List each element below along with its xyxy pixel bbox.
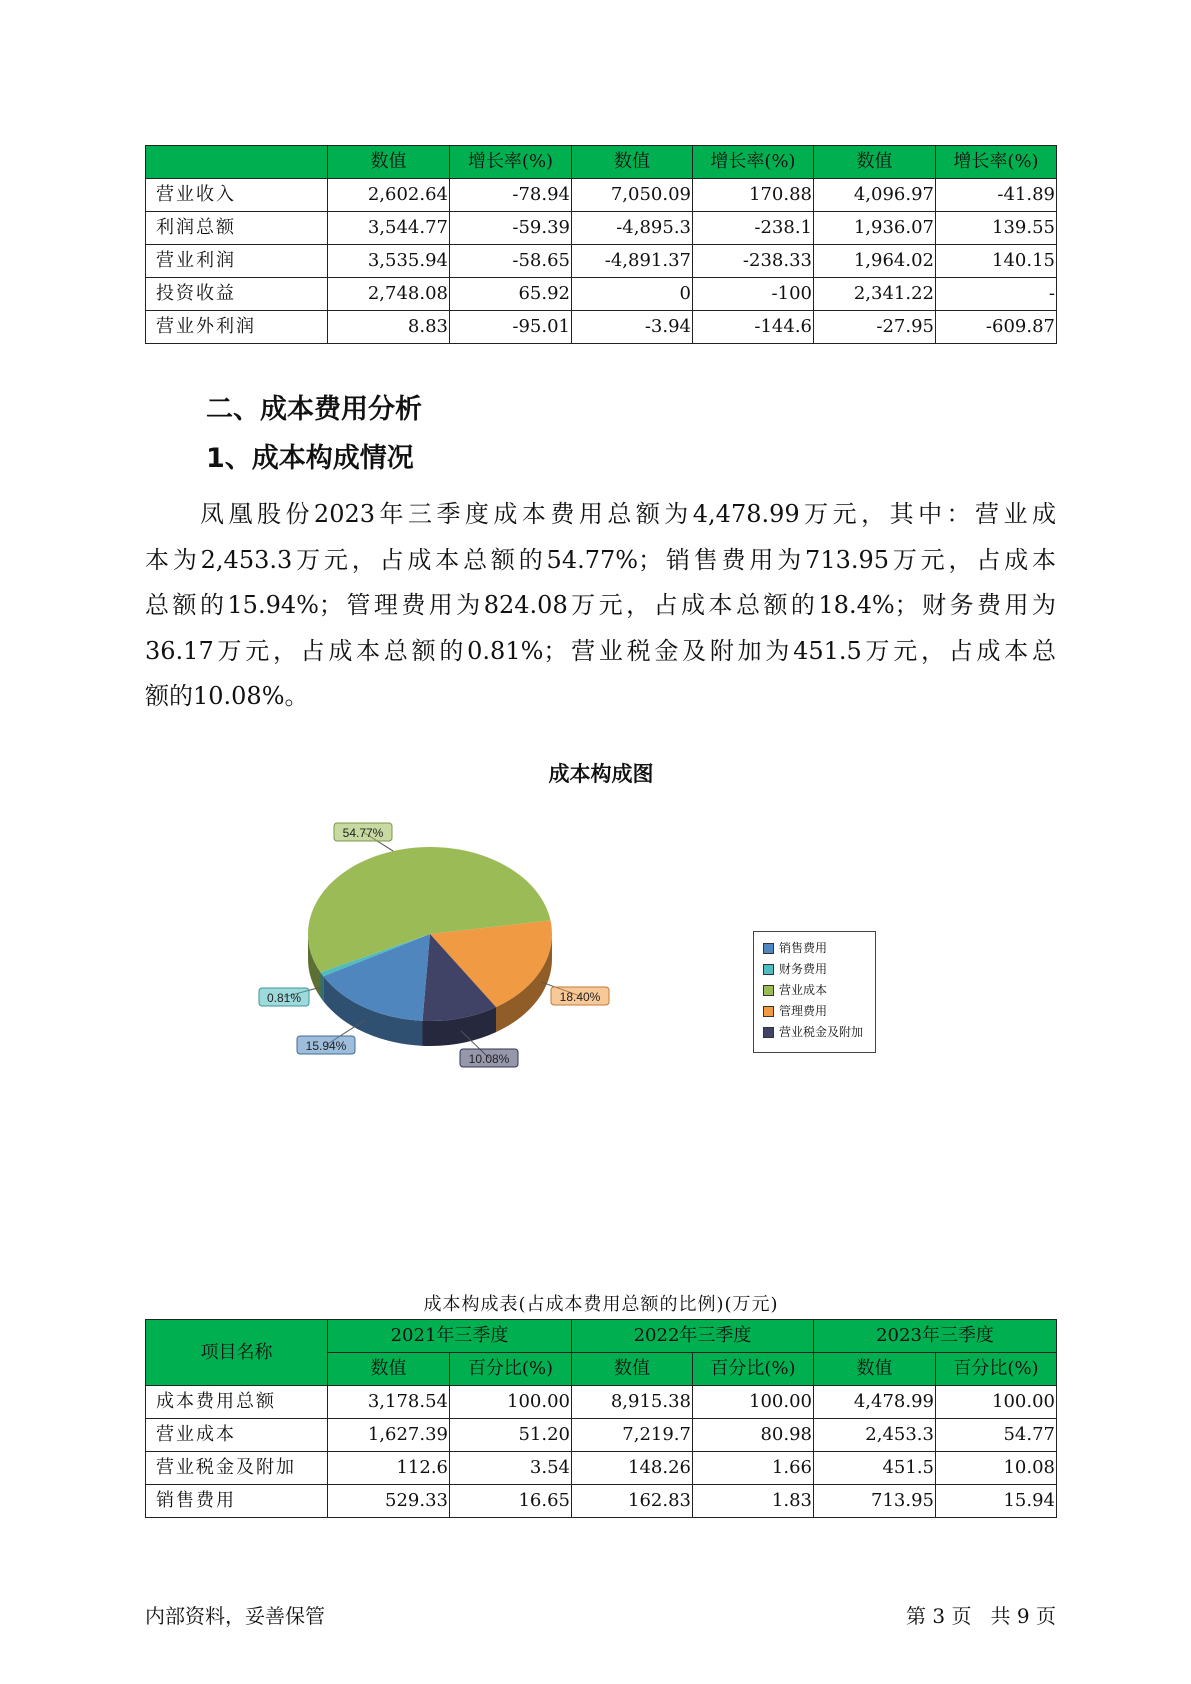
- paragraph-line: 本为2,453.3万元，占成本总额的54.77%；销售费用为713.95万元，占成本: [145, 545, 1056, 574]
- table-cell: -238.1: [693, 212, 814, 245]
- table-cell: -609.87: [936, 311, 1057, 344]
- table-cell: 4,096.97: [814, 179, 936, 212]
- table-row: [146, 1419, 1057, 1452]
- table-cell: 1,964.02: [814, 245, 936, 278]
- table-caption: 成本构成表(占成本费用总额的比例)(万元): [423, 1294, 779, 1315]
- item-name-header: 项目名称: [146, 1320, 328, 1386]
- table-cell: 2,602.64: [328, 179, 450, 212]
- table-cell: 54.77: [936, 1419, 1057, 1452]
- period-header: 2021年三季度: [328, 1320, 572, 1353]
- data-label: 54.77%: [342, 826, 384, 840]
- table-row: [146, 1452, 1057, 1485]
- table-cell: -3.94: [572, 311, 693, 344]
- table-cell: 162.83: [572, 1485, 693, 1518]
- paragraph-line: 36.17万元，占成本总额的0.81%；营业税金及附加为451.5万元，占成本总: [145, 636, 1056, 665]
- row-label: 营业收入: [146, 179, 328, 212]
- table-cell: -58.65: [450, 245, 572, 278]
- table-cell: 170.88: [693, 179, 814, 212]
- legend-label: 管理费用: [779, 1004, 828, 1018]
- legend-swatch: [763, 943, 774, 954]
- column-header: 百分比(%): [450, 1353, 572, 1386]
- column-header: 百分比(%): [693, 1353, 814, 1386]
- table-cell: 139.55: [936, 212, 1057, 245]
- paragraph-line: 额的10.08%。: [145, 682, 309, 710]
- legend-swatch: [763, 1006, 774, 1017]
- sub-heading: 1、成本构成情况: [206, 443, 414, 474]
- column-header: 数值: [814, 1353, 936, 1386]
- chart-legend: [753, 931, 876, 1053]
- legend-item: [754, 938, 875, 959]
- table-cell: 2,453.3: [814, 1419, 936, 1452]
- table-cell: 10.08: [936, 1452, 1057, 1485]
- table-cell: 7,219.7: [572, 1419, 693, 1452]
- column-header: 数值: [814, 146, 936, 179]
- column-header: 数值: [328, 1353, 450, 1386]
- table-cell: -144.6: [693, 311, 814, 344]
- table-cell: -41.89: [936, 179, 1057, 212]
- chart-title: 成本构成图: [548, 762, 654, 786]
- table-cell: -4,891.37: [572, 245, 693, 278]
- table-cell: 0: [572, 278, 693, 311]
- column-header: 百分比(%): [936, 1353, 1057, 1386]
- table-cell: -59.39: [450, 212, 572, 245]
- table-cell: 4,478.99: [814, 1386, 936, 1419]
- table-row: [146, 1386, 1057, 1419]
- legend-item: [754, 980, 875, 1001]
- legend-swatch: [763, 964, 774, 975]
- row-label: 利润总额: [146, 212, 328, 245]
- table-cell: 100.00: [693, 1386, 814, 1419]
- data-label: 18.40%: [559, 990, 601, 1004]
- table-cell: 100.00: [936, 1386, 1057, 1419]
- table-cell: 3,178.54: [328, 1386, 450, 1419]
- row-label: 营业外利润: [146, 311, 328, 344]
- table-cell: -100: [693, 278, 814, 311]
- table-row: [146, 1485, 1057, 1518]
- legend-swatch: [763, 985, 774, 996]
- table-cell: -238.33: [693, 245, 814, 278]
- data-label: 15.94%: [305, 1039, 347, 1053]
- table-cell: 7,050.09: [572, 179, 693, 212]
- table-cell: 713.95: [814, 1485, 936, 1518]
- footer-page-number: 第 3 页 共 9 页: [906, 1604, 1056, 1628]
- table-cell: -78.94: [450, 179, 572, 212]
- section-heading: 二、成本费用分析: [206, 394, 422, 425]
- table-cell: 140.15: [936, 245, 1057, 278]
- row-label: 成本费用总额: [146, 1386, 328, 1419]
- table-cell: 8,915.38: [572, 1386, 693, 1419]
- table-cell: 65.92: [450, 278, 572, 311]
- table-cell: 451.5: [814, 1452, 936, 1485]
- table-cell: 1.83: [693, 1485, 814, 1518]
- table-cell: -27.95: [814, 311, 936, 344]
- column-header: 增长率(%): [936, 146, 1057, 179]
- data-label: 10.08%: [468, 1052, 510, 1066]
- table-cell: 1.66: [693, 1452, 814, 1485]
- row-label: 投资收益: [146, 278, 328, 311]
- table-cell: 3.54: [450, 1452, 572, 1485]
- table-cell: 529.33: [328, 1485, 450, 1518]
- period-header: 2022年三季度: [572, 1320, 814, 1353]
- table-cell: 80.98: [693, 1419, 814, 1452]
- legend-label: 销售费用: [779, 941, 828, 955]
- table-cell: 112.6: [328, 1452, 450, 1485]
- row-label: 销售费用: [146, 1485, 328, 1518]
- legend-label: 财务费用: [779, 962, 828, 976]
- legend-label: 营业成本: [779, 983, 828, 997]
- column-header: 数值: [572, 1353, 693, 1386]
- table-cell: 2,341.22: [814, 278, 936, 311]
- paragraph-line: 凤凰股份2023年三季度成本费用总额为4,478.99万元，其中：营业成: [200, 500, 1056, 528]
- cost-structure-table: [145, 1319, 1057, 1518]
- legend-item: [754, 1022, 875, 1043]
- column-header: 增长率(%): [693, 146, 814, 179]
- legend-swatch: [763, 1027, 774, 1038]
- table-cell: 15.94: [936, 1485, 1057, 1518]
- table-cell: 1,627.39: [328, 1419, 450, 1452]
- column-header: 增长率(%): [450, 146, 572, 179]
- legend-label: 营业税金及附加: [779, 1025, 864, 1039]
- period-header: 2023年三季度: [814, 1320, 1057, 1353]
- row-label: 营业成本: [146, 1419, 328, 1452]
- table-cell: -: [936, 278, 1057, 311]
- data-label: 0.81%: [266, 991, 302, 1005]
- table-cell: 2,748.08: [328, 278, 450, 311]
- table-cell: 16.65: [450, 1485, 572, 1518]
- legend-item: [754, 959, 875, 980]
- row-label: 营业税金及附加: [146, 1452, 328, 1485]
- table-cell: 1,936.07: [814, 212, 936, 245]
- footer-confidential: 内部资料，妥善保管: [145, 1604, 325, 1628]
- table-cell: 100.00: [450, 1386, 572, 1419]
- table-cell: 3,535.94: [328, 245, 450, 278]
- legend-item: [754, 1001, 875, 1022]
- table-cell: 3,544.77: [328, 212, 450, 245]
- table-cell: -4,895.3: [572, 212, 693, 245]
- row-label: 营业利润: [146, 245, 328, 278]
- table-cell: 51.20: [450, 1419, 572, 1452]
- table-cell: 8.83: [328, 311, 450, 344]
- table-cell: -95.01: [450, 311, 572, 344]
- column-header: 数值: [572, 146, 693, 179]
- table-cell: 148.26: [572, 1452, 693, 1485]
- paragraph-line: 总额的15.94%；管理费用为824.08万元，占成本总额的18.4%；财务费用为: [145, 591, 1056, 619]
- table-header-row: [146, 1320, 1057, 1353]
- column-header: 数值: [328, 146, 450, 179]
